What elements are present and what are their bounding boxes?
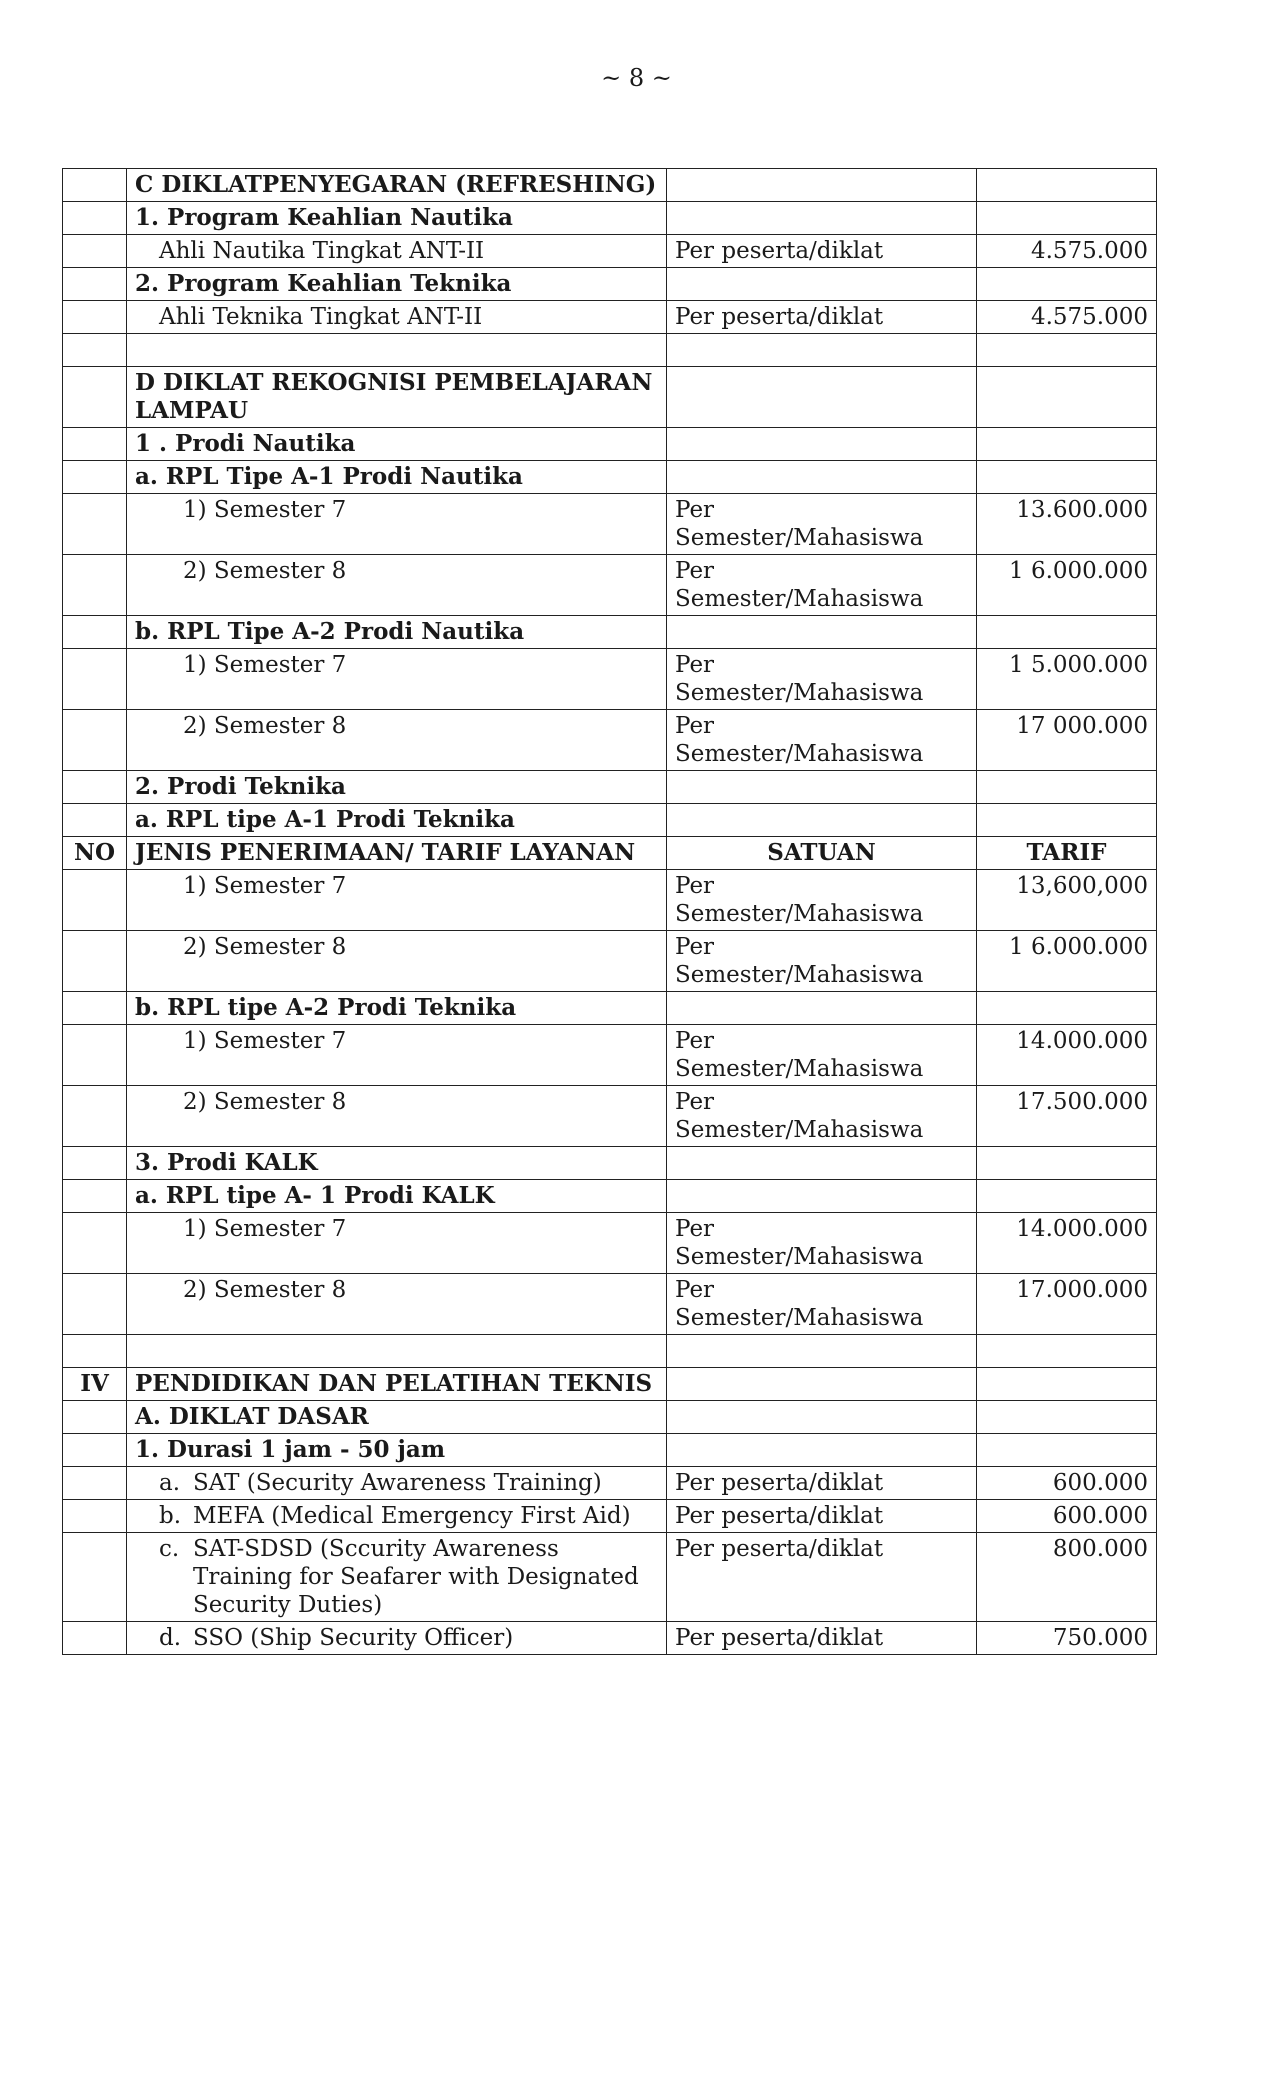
tariff-table [62,168,1157,1655]
subsection-title: A. DIKLAT DASAR [127,1401,667,1434]
tarif-cell: 1 6.000.000 [977,931,1157,992]
semester-label: 1) Semester 7 [127,649,667,710]
table-row [63,1533,1157,1622]
program-heading: 1. Program Keahlian Nautika [127,202,667,235]
table-row [63,616,1157,649]
item-label: Ahli Teknika Tingkat ANT-II [127,301,667,334]
item-marker: a. [159,1470,181,1496]
table-row [63,1467,1157,1500]
semester-label: 1) Semester 7 [127,1025,667,1086]
item-label: SAT-SDSD (Sccurity Awareness Training for Seafarer with Designated Security Duties) [193,1536,639,1618]
table-row [63,1401,1157,1434]
table-row [63,1434,1157,1467]
semester-label: 2) Semester 8 [127,931,667,992]
table-row [63,1213,1157,1274]
tarif-cell: 1 6.000.000 [977,555,1157,616]
prodi-heading: 2. Prodi Teknika [127,771,667,804]
table-row [63,1500,1157,1533]
section-title: C DIKLATPENYEGARAN (REFRESHING) [127,169,667,202]
unit-cell: Per peserta/diklat [667,301,977,334]
rpl-heading: b. RPL tipe A-2 Prodi Teknika [127,992,667,1025]
header-satuan: SATUAN [667,837,977,870]
table-row [63,202,1157,235]
duration-heading: 1. Durasi 1 jam - 50 jam [127,1434,667,1467]
tarif-cell: 4.575.000 [977,235,1157,268]
unit-cell: Per peserta/diklat [667,1500,977,1533]
table-row [63,494,1157,555]
table-row [63,1368,1157,1401]
prodi-heading: 1 . Prodi Nautika [127,428,667,461]
table-row [63,367,1157,428]
rpl-heading: a. RPL tipe A- 1 Prodi KALK [127,1180,667,1213]
table-row [63,649,1157,710]
table-row [63,710,1157,771]
unit-cell: Per Semester/Mahasiswa [667,1025,977,1086]
table-row [63,461,1157,494]
unit-cell: Per peserta/diklat [667,1467,977,1500]
semester-label: 2) Semester 8 [127,1086,667,1147]
table-row [63,268,1157,301]
rpl-heading: a. RPL Tipe A-1 Prodi Nautika [127,461,667,494]
tarif-cell: 4.575.000 [977,301,1157,334]
tarif-cell: 14.000.000 [977,1213,1157,1274]
header-jenis: JENIS PENERIMAAN/ TARIF LAYANAN [127,837,667,870]
unit-cell: Per Semester/Mahasiswa [667,649,977,710]
tarif-cell: 800.000 [977,1533,1157,1622]
table-row [63,870,1157,931]
table-row [63,1025,1157,1086]
tarif-cell: 17.000.000 [977,1274,1157,1335]
section-title: D DIKLAT REKOGNISI PEMBELAJARAN LAMPAU [127,367,667,428]
table-row [63,334,1157,367]
unit-cell: Per Semester/Mahasiswa [667,555,977,616]
semester-label: 2) Semester 8 [127,710,667,771]
table-row [63,992,1157,1025]
semester-label: 1) Semester 7 [127,494,667,555]
table-row [63,1147,1157,1180]
tarif-cell: 13.600.000 [977,494,1157,555]
tarif-cell: 600.000 [977,1467,1157,1500]
item-label: SSO (Ship Security Officer) [193,1625,514,1651]
tarif-cell: 750.000 [977,1622,1157,1655]
table-row [63,771,1157,804]
table-row [63,1335,1157,1368]
table-row [63,301,1157,334]
item-label: Ahli Nautika Tingkat ANT-II [127,235,667,268]
training-item [127,1500,667,1533]
tarif-cell: 14.000.000 [977,1025,1157,1086]
training-item [127,1622,667,1655]
table-row [63,1622,1157,1655]
training-item [127,1533,667,1622]
unit-cell: Per peserta/diklat [667,1533,977,1622]
table-row [63,235,1157,268]
unit-cell: Per peserta/diklat [667,1622,977,1655]
table-row [63,804,1157,837]
unit-cell: Per Semester/Mahasiswa [667,494,977,555]
unit-cell: Per Semester/Mahasiswa [667,931,977,992]
row-number: IV [63,1368,127,1401]
item-marker: b. [159,1503,182,1529]
semester-label: 2) Semester 8 [127,555,667,616]
item-label: SAT (Security Awareness Training) [193,1470,602,1496]
table-row [63,1274,1157,1335]
table-row [63,1180,1157,1213]
table-row [63,555,1157,616]
program-heading: 2. Program Keahlian Teknika [127,268,667,301]
table-header-row [63,837,1157,870]
tarif-cell: 600.000 [977,1500,1157,1533]
tarif-cell: 1 5.000.000 [977,649,1157,710]
section-title: PENDIDIKAN DAN PELATIHAN TEKNIS [127,1368,667,1401]
header-tarif: TARIF [977,837,1157,870]
unit-cell: Per Semester/Mahasiswa [667,1274,977,1335]
semester-label: 1) Semester 7 [127,1213,667,1274]
unit-cell: Per Semester/Mahasiswa [667,1213,977,1274]
prodi-heading: 3. Prodi KALK [127,1147,667,1180]
item-marker: d. [159,1625,182,1651]
table-row [63,1086,1157,1147]
rpl-heading: a. RPL tipe A-1 Prodi Teknika [127,804,667,837]
page-number: ~ 8 ~ [601,64,672,92]
semester-label: 2) Semester 8 [127,1274,667,1335]
table-row [63,428,1157,461]
semester-label: 1) Semester 7 [127,870,667,931]
unit-cell: Per Semester/Mahasiswa [667,710,977,771]
unit-cell: Per Semester/Mahasiswa [667,870,977,931]
table-row [63,169,1157,202]
unit-cell: Per peserta/diklat [667,235,977,268]
item-label: MEFA (Medical Emergency First Aid) [193,1503,631,1529]
table-row [63,931,1157,992]
unit-cell: Per Semester/Mahasiswa [667,1086,977,1147]
rpl-heading: b. RPL Tipe A-2 Prodi Nautika [127,616,667,649]
tarif-cell: 13,600,000 [977,870,1157,931]
tarif-cell: 17 000.000 [977,710,1157,771]
header-no: NO [63,837,127,870]
item-marker: c. [159,1536,180,1562]
tarif-cell: 17.500.000 [977,1086,1157,1147]
training-item [127,1467,667,1500]
